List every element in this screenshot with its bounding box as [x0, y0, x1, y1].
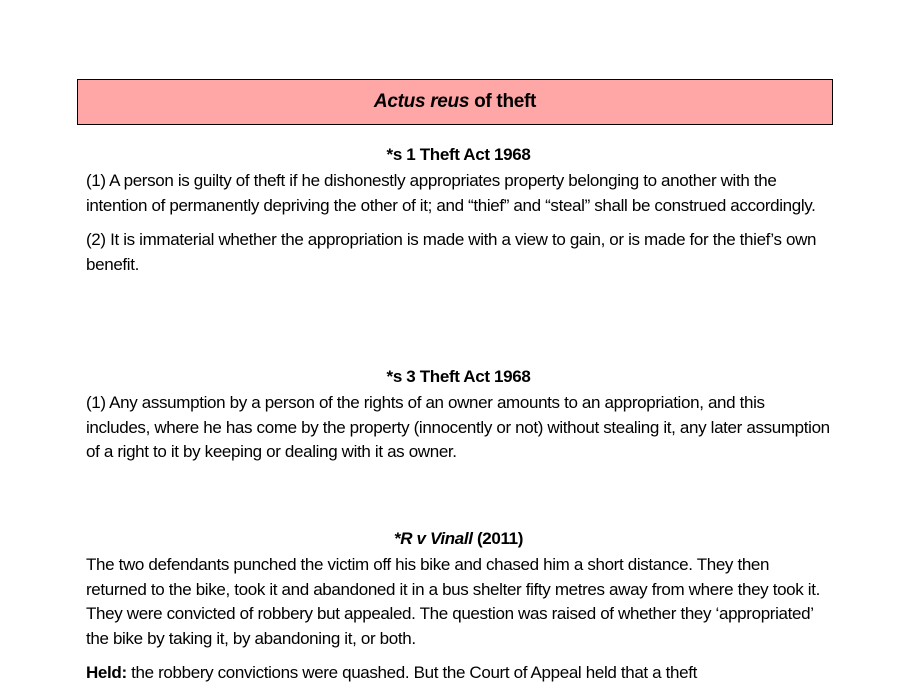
title-box: [77, 79, 833, 125]
title-italic: Actus reus: [373, 91, 470, 112]
section-s1-theft-act: [86, 144, 831, 277]
section-s3-theft-act: [86, 366, 831, 465]
paragraph: The two defendants punched the victim off his bike and chased him a short distance. They then returned to the bike, took it and abandoned it in a bus shelter fifty metres away from where they took it. They were convicted of robbery but appealed. The question was raised of whether they ‘appropriated’ the bike by taking it, by abandoning it, or both.: [86, 555, 820, 648]
held-paragraph: [86, 661, 831, 686]
section-r-v-vinall: [86, 528, 831, 686]
paragraph: (2) It is immaterial whether the appropriation is made with a view to gain, or is made for the thief’s own benefit.: [86, 230, 817, 274]
held-label: Held:: [86, 663, 127, 682]
case-year: (2011): [472, 529, 524, 548]
held-text: the robbery convictions were quashed. But the Court of Appeal held that a theft: [126, 663, 697, 682]
section-heading: *s 3 Theft Act 1968: [386, 367, 531, 386]
title-rest: of theft: [469, 91, 537, 112]
paragraph: (1) A person is guilty of theft if he dishonestly appropriates property belonging to another with the intention of permanently depriving the other of it; and “thief” and “steal” shall be construed accordingly.: [86, 171, 816, 215]
paragraph: (1) Any assumption by a person of the rights of an owner amounts to an appropriation, and this includes, where he has come by the property (innocently or not) without stealing it, any later assumption of a right to it by keeping or dealing with it as owner.: [86, 393, 830, 461]
case-name: R v Vinall: [400, 529, 473, 548]
case-heading: [86, 528, 831, 550]
section-heading: *s 1 Theft Act 1968: [386, 145, 531, 164]
case-heading-prefix: *: [393, 529, 401, 548]
